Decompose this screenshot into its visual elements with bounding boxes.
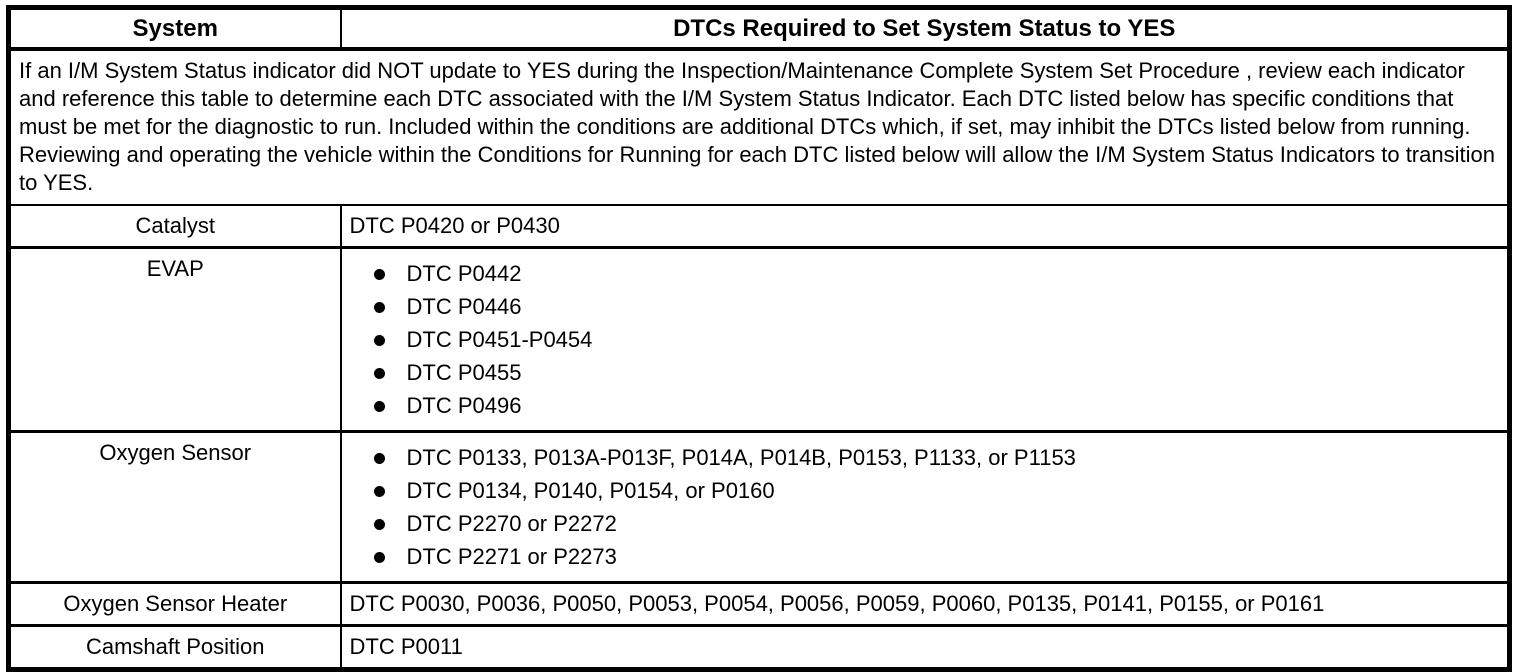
system-name: Camshaft Position <box>9 626 341 670</box>
table-row-evap <box>9 248 1510 432</box>
system-name: Catalyst <box>9 205 341 248</box>
dtc-value: DTC P0496 <box>406 393 522 418</box>
dtc-value: DTC P0442 <box>406 261 522 286</box>
system-name: Oxygen Sensor Heater <box>9 583 341 626</box>
dtc-value: DTC P0446 <box>406 294 522 319</box>
system-name: EVAP <box>9 248 341 432</box>
bullet-icon <box>374 519 385 530</box>
dtc-value: DTC P2271 or P2273 <box>406 544 617 569</box>
system-name: Oxygen Sensor <box>9 432 341 583</box>
dtc-value: DTC P0133, P013A-P013F, P014A, P014B, P0153, P1133, or P1153 <box>406 445 1076 470</box>
bullet-icon <box>374 486 385 497</box>
table-row-catalyst <box>9 205 1510 248</box>
table-note-text: If an I/M System Status indicator did NOT update to YES during the Inspection/Maintenance Complete System Set Procedure , review each indicator and reference this table to determine each DTC associated with the I/M System Status Indicator. Each DTC listed below has specific conditions that must be met for the diagnostic to run. Included within the conditions are additional DTCs which, if set, may inhibit the DTCs listed below from running. Reviewing and operating the vehicle within the Conditions for Running for each DTC listed below will allow the I/M System Status Indicators to transition to YES. <box>9 49 1510 205</box>
dtc-list-item <box>374 290 1500 323</box>
column-header-dtcs: DTCs Required to Set System Status to YES <box>341 8 1510 50</box>
bullet-icon <box>374 302 385 313</box>
dtc-list-item <box>374 474 1500 507</box>
bullet-icon <box>374 552 385 563</box>
dtc-list-item <box>374 441 1500 474</box>
table-row-camshaft-position <box>9 626 1510 670</box>
column-header-system: System <box>9 8 341 50</box>
dtc-list-item <box>374 389 1500 422</box>
dtc-value: DTC P2270 or P2272 <box>406 511 617 536</box>
dtc-list <box>350 255 1500 424</box>
im-system-dtc-table <box>6 5 1512 672</box>
dtc-list-item <box>374 356 1500 389</box>
dtc-value: DTC P0455 <box>406 360 522 385</box>
dtc-list <box>350 439 1500 575</box>
table-header-row <box>9 8 1510 50</box>
dtc-list-item <box>374 323 1500 356</box>
dtc-list-item <box>374 540 1500 573</box>
dtc-value: DTC P0011 <box>341 626 1510 670</box>
dtc-value: DTC P0134, P0140, P0154, or P0160 <box>406 478 775 503</box>
table-row-oxygen-sensor-heater <box>9 583 1510 626</box>
table-note-row <box>9 49 1510 205</box>
bullet-icon <box>374 401 385 412</box>
dtc-value: DTC P0451-P0454 <box>406 327 593 352</box>
dtc-value: DTC P0420 or P0430 <box>341 205 1510 248</box>
dtc-list-item <box>374 507 1500 540</box>
dtc-value: DTC P0030, P0036, P0050, P0053, P0054, P0056, P0059, P0060, P0135, P0141, P0155, or P0161 <box>341 583 1510 626</box>
table-row-oxygen-sensor <box>9 432 1510 583</box>
dtc-list-item <box>374 257 1500 290</box>
bullet-icon <box>374 269 385 280</box>
bullet-icon <box>374 368 385 379</box>
bullet-icon <box>374 453 385 464</box>
bullet-icon <box>374 335 385 346</box>
